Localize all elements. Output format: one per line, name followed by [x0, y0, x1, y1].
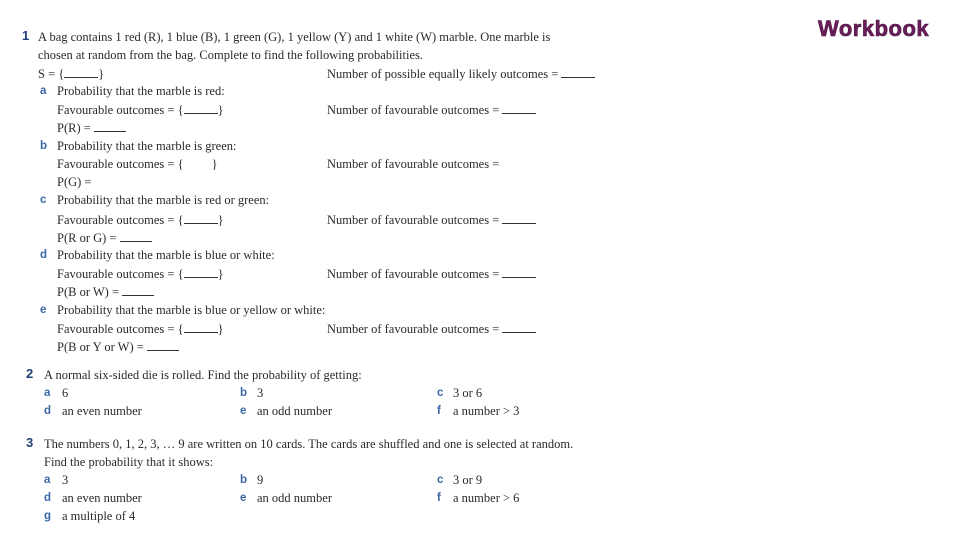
part-b-favourable-row — [57, 157, 218, 171]
q2-item-d-text: an even number — [62, 404, 142, 418]
part-c-prob-blank[interactable] — [120, 230, 152, 242]
question-2-intro: A normal six-sided die is rolled. Find the probability of getting: — [44, 368, 362, 382]
q2-item-c-text: 3 or 6 — [453, 386, 483, 400]
sample-space-blank[interactable] — [64, 66, 98, 78]
sample-space-row — [38, 66, 104, 81]
q3-item-d-label: d — [44, 492, 52, 504]
favourable-close: } — [217, 322, 224, 336]
part-e-count-row — [327, 321, 536, 336]
q2-item-b-text: 3 — [257, 386, 264, 400]
part-a-favourable-row — [57, 102, 224, 117]
q3-item-b-text: 9 — [257, 473, 264, 487]
part-c-prob-label: P(R or G) = — [57, 231, 117, 245]
part-d-prob-blank[interactable] — [122, 284, 154, 296]
q2-item-a-label: a — [44, 387, 51, 399]
question-3-number: 3 — [26, 435, 34, 450]
question-1-intro-line1: A bag contains 1 red (R), 1 blue (B), 1 green (G), 1 yellow (Y) and 1 white (W) marble. One marble is — [38, 30, 551, 44]
q2-item-b-label: b — [240, 387, 248, 399]
workbook-badge: Workbook — [818, 16, 930, 41]
part-d-text: Probability that the marble is blue or white: — [57, 248, 275, 262]
part-e-prob-blank[interactable] — [147, 339, 179, 351]
favourable-close: } — [217, 267, 224, 281]
q3-item-e-text: an odd number — [257, 491, 332, 505]
part-d-prob-row — [57, 284, 154, 299]
q3-item-e-label: e — [240, 492, 247, 504]
q3-item-a-label: a — [44, 474, 51, 486]
favourable-count-label: Number of favourable outcomes = — [327, 103, 500, 117]
part-d-prob-label: P(B or W) = — [57, 285, 120, 299]
part-b-prob-row — [57, 175, 91, 189]
part-c-prob-row — [57, 230, 152, 245]
sample-space-label: S = { — [38, 67, 65, 81]
part-c-favourable-row — [57, 212, 224, 227]
favourable-close: } — [211, 157, 218, 171]
part-e-prob-label: P(B or Y or W) = — [57, 340, 144, 354]
favourable-count-label: Number of favourable outcomes = — [327, 267, 500, 281]
q2-item-e-text: an odd number — [257, 404, 332, 418]
part-a-text: Probability that the marble is red: — [57, 84, 225, 98]
part-e-prob-row — [57, 339, 179, 354]
part-c-count-blank[interactable] — [502, 212, 536, 224]
part-e-favourable-blank[interactable] — [184, 321, 218, 333]
favourable-label: Favourable outcomes = { — [57, 322, 184, 336]
part-c-favourable-blank[interactable] — [184, 212, 218, 224]
part-d-favourable-row — [57, 266, 224, 281]
part-c-label: c — [40, 194, 47, 206]
part-d-favourable-blank[interactable] — [184, 266, 218, 278]
favourable-label: Favourable outcomes = { — [57, 103, 184, 117]
favourable-label: Favourable outcomes = { — [57, 213, 184, 227]
question-1-number: 1 — [22, 28, 30, 43]
question-2-number: 2 — [26, 366, 34, 381]
part-d-count-row — [327, 266, 536, 281]
possible-outcomes-row — [327, 66, 595, 81]
part-b-label: b — [40, 140, 48, 152]
q2-item-f-label: f — [437, 405, 441, 417]
q2-item-a-text: 6 — [62, 386, 69, 400]
q3-item-c-text: 3 or 9 — [453, 473, 483, 487]
part-a-favourable-blank[interactable] — [184, 102, 218, 114]
possible-outcomes-label: Number of possible equally likely outcomes = — [327, 67, 559, 81]
part-d-count-blank[interactable] — [502, 266, 536, 278]
question-3-intro-line1: The numbers 0, 1, 2, 3, … 9 are written on 10 cards. The cards are shuffled and one is selected at random. — [44, 437, 574, 451]
favourable-count-label: Number of favourable outcomes = — [327, 322, 500, 336]
part-c-text: Probability that the marble is red or green: — [57, 193, 270, 207]
favourable-label: Favourable outcomes = { — [57, 267, 184, 281]
sample-space-close: } — [98, 67, 105, 81]
favourable-close: } — [217, 213, 224, 227]
part-b-count-row — [327, 157, 499, 171]
part-e-text: Probability that the marble is blue or yellow or white: — [57, 303, 326, 317]
q3-item-f-label: f — [437, 492, 441, 504]
part-a-count-blank[interactable] — [502, 102, 536, 114]
part-b-text: Probability that the marble is green: — [57, 139, 237, 153]
q3-item-g-label: g — [44, 510, 52, 522]
part-e-count-blank[interactable] — [502, 321, 536, 333]
q2-item-d-label: d — [44, 405, 52, 417]
question-1-intro-line2: chosen at random from the bag. Complete to find the following probabilities. — [38, 48, 423, 62]
part-b-prob-label: P(G) = — [57, 175, 92, 189]
favourable-label: Favourable outcomes = { — [57, 157, 184, 171]
question-3-intro-line2: Find the probability that it shows: — [44, 455, 214, 469]
q3-item-a-text: 3 — [62, 473, 69, 487]
q2-item-f-text: a number > 3 — [453, 404, 520, 418]
part-d-label: d — [40, 249, 48, 261]
q2-item-c-label: c — [437, 387, 444, 399]
part-c-count-row — [327, 212, 536, 227]
part-e-favourable-row — [57, 321, 224, 336]
q3-item-d-text: an even number — [62, 491, 142, 505]
part-a-prob-blank[interactable] — [94, 120, 126, 132]
favourable-count-label: Number of favourable outcomes = — [327, 157, 500, 171]
q3-item-g-text: a multiple of 4 — [62, 509, 136, 523]
part-a-prob-label: P(R) = — [57, 121, 91, 135]
q3-item-b-label: b — [240, 474, 248, 486]
favourable-count-label: Number of favourable outcomes = — [327, 213, 500, 227]
part-a-prob-row — [57, 120, 126, 135]
favourable-close: } — [217, 103, 224, 117]
q3-item-c-label: c — [437, 474, 444, 486]
part-a-count-row — [327, 102, 536, 117]
q2-item-e-label: e — [240, 405, 247, 417]
possible-outcomes-blank[interactable] — [561, 66, 595, 78]
q3-item-f-text: a number > 6 — [453, 491, 520, 505]
part-a-label: a — [40, 85, 47, 97]
part-e-label: e — [40, 304, 47, 316]
